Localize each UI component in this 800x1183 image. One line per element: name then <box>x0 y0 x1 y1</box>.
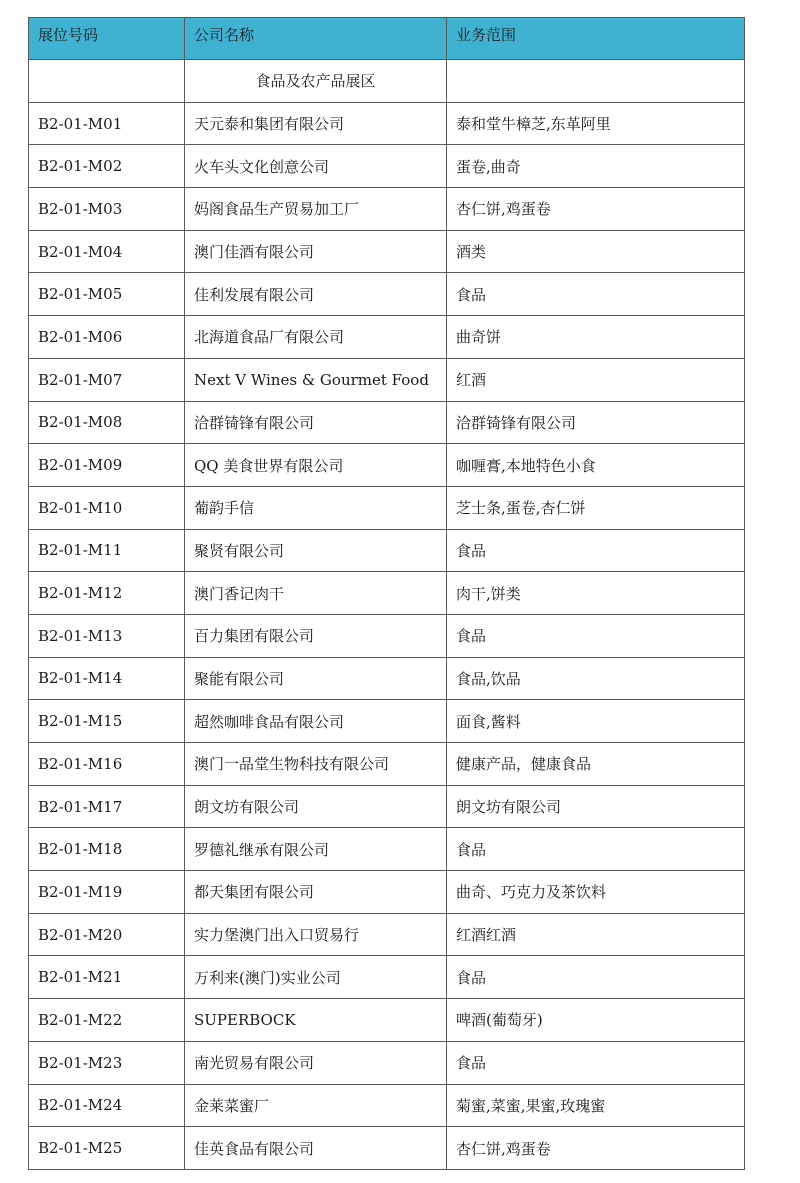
booth-number-cell: B2-01-M09 <box>29 444 185 487</box>
business-scope-cell: 杏仁饼,鸡蛋卷 <box>447 188 745 231</box>
company-name-cell: 实力堡澳门出入口贸易行 <box>185 913 447 956</box>
table-row <box>29 785 745 828</box>
booth-number-cell: B2-01-M01 <box>29 102 185 145</box>
business-scope-cell: 啤酒(葡萄牙) <box>447 999 745 1042</box>
company-name-cell: 澳门一品堂生物科技有限公司 <box>185 743 447 786</box>
table-row <box>29 913 745 956</box>
table-row <box>29 828 745 871</box>
booth-number-cell: B2-01-M18 <box>29 828 185 871</box>
business-scope-cell: 酒类 <box>447 230 745 273</box>
table-row <box>29 999 745 1042</box>
table-row <box>29 444 745 487</box>
table-row <box>29 700 745 743</box>
header-company-name: 公司名称 <box>185 18 447 60</box>
table-row <box>29 572 745 615</box>
table-row <box>29 273 745 316</box>
booth-number-cell: B2-01-M22 <box>29 999 185 1042</box>
table-row <box>29 1084 745 1127</box>
table-row <box>29 102 745 145</box>
table-row <box>29 657 745 700</box>
booth-number-cell: B2-01-M23 <box>29 1041 185 1084</box>
table-row <box>29 1041 745 1084</box>
company-name-cell: 聚贤有限公司 <box>185 529 447 572</box>
company-name-cell: 万利来(澳门)实业公司 <box>185 956 447 999</box>
table-row <box>29 358 745 401</box>
company-name-cell: 佳英食品有限公司 <box>185 1127 447 1170</box>
table-row <box>29 316 745 359</box>
company-name-cell: 百力集团有限公司 <box>185 614 447 657</box>
business-scope-cell: 食品 <box>447 273 745 316</box>
company-name-cell: 北海道食品厂有限公司 <box>185 316 447 359</box>
booth-number-cell: B2-01-M21 <box>29 956 185 999</box>
company-name-cell: 南光贸易有限公司 <box>185 1041 447 1084</box>
table-row <box>29 529 745 572</box>
business-scope-cell: 菊蜜,菜蜜,果蜜,玫瑰蜜 <box>447 1084 745 1127</box>
booth-number-cell: B2-01-M15 <box>29 700 185 743</box>
business-scope-cell: 食品 <box>447 614 745 657</box>
company-name-cell: Next V Wines & Gourmet Food <box>185 358 447 401</box>
company-name-cell: 洽群锜锋有限公司 <box>185 401 447 444</box>
company-name-cell: 超然咖啡食品有限公司 <box>185 700 447 743</box>
booth-number-cell: B2-01-M24 <box>29 1084 185 1127</box>
business-scope-cell: 泰和堂牛樟芝,东革阿里 <box>447 102 745 145</box>
booth-number-cell: B2-01-M07 <box>29 358 185 401</box>
business-scope-cell: 洽群锜锋有限公司 <box>447 401 745 444</box>
booth-number-cell: B2-01-M16 <box>29 743 185 786</box>
business-scope-cell: 健康产品，健康食品 <box>447 743 745 786</box>
business-scope-cell: 朗文坊有限公司 <box>447 785 745 828</box>
company-name-cell: SUPERBOCK <box>185 999 447 1042</box>
booth-number-cell: B2-01-M04 <box>29 230 185 273</box>
booth-number-cell: B2-01-M10 <box>29 486 185 529</box>
business-scope-cell: 食品,饮品 <box>447 657 745 700</box>
company-name-cell: 罗德礼继承有限公司 <box>185 828 447 871</box>
business-scope-cell: 面食,酱料 <box>447 700 745 743</box>
booth-number-cell: B2-01-M03 <box>29 188 185 231</box>
booth-number-cell: B2-01-M08 <box>29 401 185 444</box>
table-row <box>29 486 745 529</box>
business-scope-cell: 食品 <box>447 1041 745 1084</box>
booth-number-cell: B2-01-M14 <box>29 657 185 700</box>
header-business-scope: 业务范围 <box>447 18 745 60</box>
company-name-cell: 聚能有限公司 <box>185 657 447 700</box>
company-name-cell: 澳门香记肉干 <box>185 572 447 615</box>
header-row <box>29 18 745 60</box>
booth-number-cell: B2-01-M11 <box>29 529 185 572</box>
business-scope-cell: 食品 <box>447 828 745 871</box>
booth-number-cell: B2-01-M05 <box>29 273 185 316</box>
section-row <box>29 60 745 103</box>
table-row <box>29 956 745 999</box>
booth-number-cell: B2-01-M19 <box>29 871 185 914</box>
company-name-cell: 金莱菜蜜厂 <box>185 1084 447 1127</box>
business-scope-cell: 食品 <box>447 956 745 999</box>
company-name-cell: 都天集团有限公司 <box>185 871 447 914</box>
company-name-cell: 澳门佳酒有限公司 <box>185 230 447 273</box>
company-name-cell: 佳利发展有限公司 <box>185 273 447 316</box>
company-name-cell: QQ 美食世界有限公司 <box>185 444 447 487</box>
company-name-cell: 妈阁食品生产贸易加工厂 <box>185 188 447 231</box>
business-scope-cell: 红酒红酒 <box>447 913 745 956</box>
exhibitor-table <box>28 17 745 1170</box>
booth-number-cell: B2-01-M12 <box>29 572 185 615</box>
booth-number-cell: B2-01-M13 <box>29 614 185 657</box>
business-scope-cell: 杏仁饼,鸡蛋卷 <box>447 1127 745 1170</box>
business-scope-cell: 食品 <box>447 529 745 572</box>
table-row <box>29 1127 745 1170</box>
booth-number-cell: B2-01-M06 <box>29 316 185 359</box>
section-title: 食品及农产品展区 <box>185 60 447 103</box>
table-header <box>29 18 745 60</box>
business-scope-cell: 曲奇、巧克力及茶饮料 <box>447 871 745 914</box>
company-name-cell: 葡韵手信 <box>185 486 447 529</box>
booth-number-cell: B2-01-M02 <box>29 145 185 188</box>
table-row <box>29 188 745 231</box>
business-scope-cell: 曲奇饼 <box>447 316 745 359</box>
section-empty-cell <box>29 60 185 103</box>
booth-number-cell: B2-01-M17 <box>29 785 185 828</box>
business-scope-cell: 肉干,饼类 <box>447 572 745 615</box>
table-row <box>29 401 745 444</box>
table-row <box>29 743 745 786</box>
booth-number-cell: B2-01-M20 <box>29 913 185 956</box>
company-name-cell: 天元泰和集团有限公司 <box>185 102 447 145</box>
table-row <box>29 614 745 657</box>
section-empty-cell <box>447 60 745 103</box>
business-scope-cell: 蛋卷,曲奇 <box>447 145 745 188</box>
business-scope-cell: 红酒 <box>447 358 745 401</box>
table-body <box>29 60 745 1170</box>
booth-number-cell: B2-01-M25 <box>29 1127 185 1170</box>
table-row <box>29 871 745 914</box>
company-name-cell: 火车头文化创意公司 <box>185 145 447 188</box>
header-booth-number: 展位号码 <box>29 18 185 60</box>
table-row <box>29 230 745 273</box>
table-row <box>29 145 745 188</box>
business-scope-cell: 咖喱膏,本地特色小食 <box>447 444 745 487</box>
company-name-cell: 朗文坊有限公司 <box>185 785 447 828</box>
business-scope-cell: 芝士条,蛋卷,杏仁饼 <box>447 486 745 529</box>
